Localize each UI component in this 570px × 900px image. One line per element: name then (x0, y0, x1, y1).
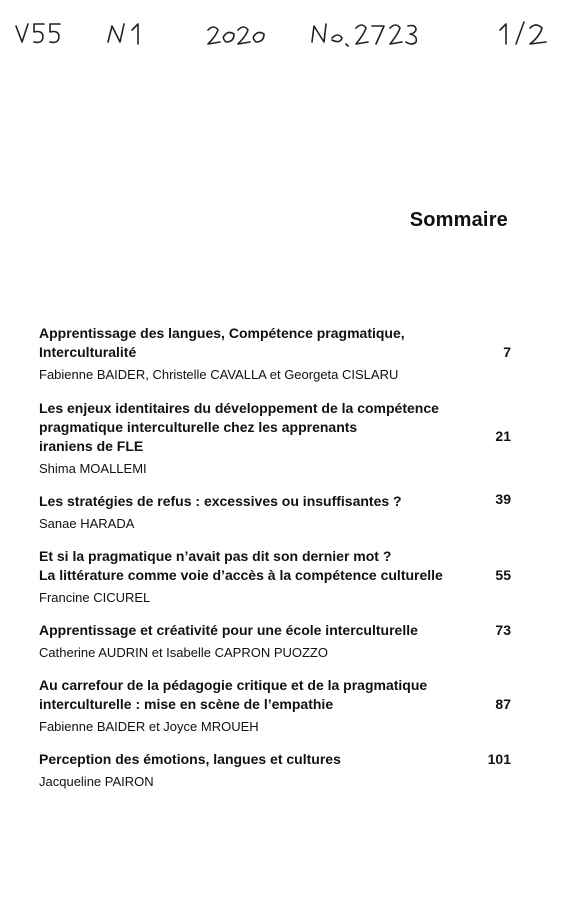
handwritten-annotation (12, 14, 558, 50)
article-authors: Fabienne BAIDER et Joyce MROUEH (39, 719, 259, 734)
article-authors: Francine CICUREL (39, 590, 151, 605)
article-title: Les stratégies de refus : excessives ou insuffisantes ? (39, 493, 402, 509)
page-number: 21 (495, 428, 511, 444)
page-number: 73 (495, 622, 511, 638)
article-title: Apprentissage des langues, Compétence pragmatique, Interculturalité (39, 325, 405, 360)
article-authors: Sanae HARADA (39, 516, 135, 531)
page-number: 101 (487, 751, 511, 767)
article-title: Apprentissage et créativité pour une école interculturelle (39, 622, 418, 638)
toc-entry (39, 399, 511, 477)
toc-entry (39, 676, 511, 735)
table-of-contents (39, 324, 511, 790)
page-number: 39 (495, 491, 511, 507)
article-authors: Fabienne BAIDER, Christelle CAVALLA et Georgeta CISLARU (39, 367, 399, 382)
page-number: 7 (503, 344, 511, 360)
toc-entry (39, 621, 511, 661)
article-authors: Shima MOALLEMI (39, 461, 147, 476)
article-authors: Jacqueline PAIRON (39, 774, 154, 789)
toc-entry (39, 492, 511, 532)
page-number: 55 (495, 567, 511, 583)
article-title: Les enjeux identitaires du développement de la compétence pragmatique interculturelle chez les apprenants iraniens de FLE (39, 400, 439, 454)
article-title: Et si la pragmatique n’avait pas dit son dernier mot ? La littérature comme voie d’accès à la compétence culturelle (39, 548, 443, 583)
toc-entry (39, 547, 511, 606)
article-title: Au carrefour de la pédagogie critique et de la pragmatique interculturelle : mise en scène de l’empathie (39, 677, 428, 712)
article-title: Perception des émotions, langues et cultures (39, 751, 341, 767)
page-number: 87 (495, 696, 511, 712)
toc-entry (39, 750, 511, 790)
page-title: Sommaire (409, 209, 508, 231)
article-authors: Catherine AUDRIN et Isabelle CAPRON PUOZZO (39, 645, 328, 660)
handwriting-scribble (12, 14, 558, 50)
toc-entry (39, 324, 511, 383)
